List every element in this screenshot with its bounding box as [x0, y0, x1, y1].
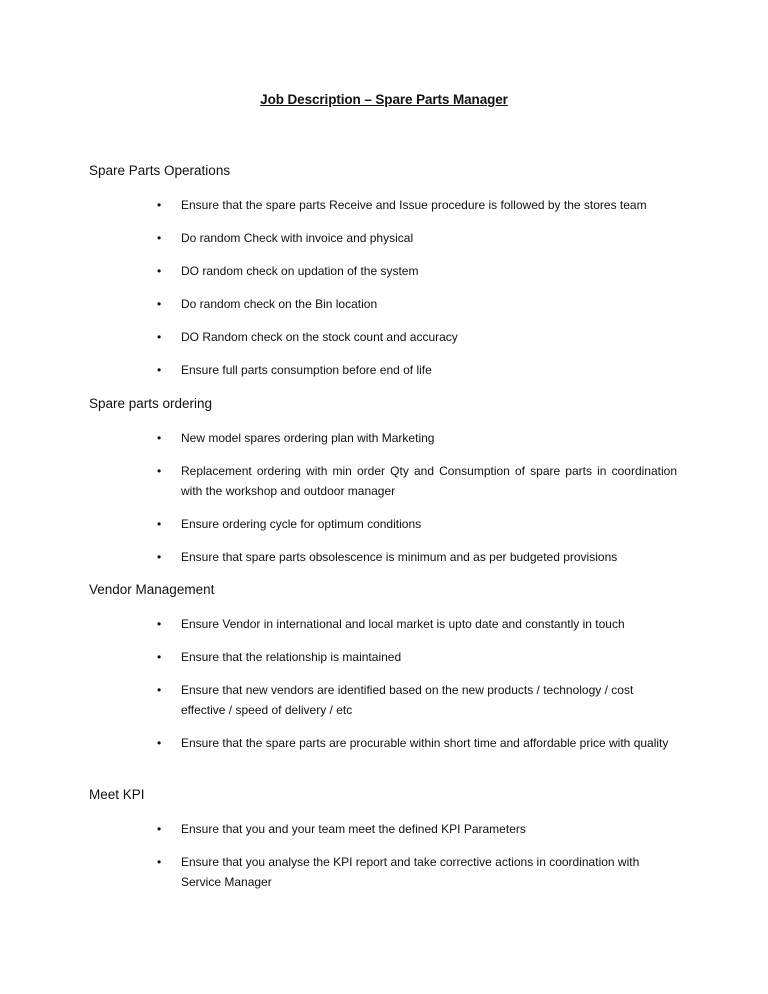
- bullet-icon: •: [157, 330, 162, 344]
- section-heading-meet-kpi: Meet KPI: [89, 787, 145, 802]
- bullet-icon: •: [157, 736, 162, 750]
- list-item: • DO random check on updation of the system: [157, 261, 677, 281]
- list-item: • Ensure that you and your team meet the defined KPI Parameters: [157, 819, 677, 839]
- bullet-icon: •: [157, 650, 162, 664]
- list-item: • DO Random check on the stock count and accuracy: [157, 327, 677, 347]
- bullet-icon: •: [157, 264, 162, 278]
- bullet-icon: •: [157, 464, 162, 478]
- bullet-icon: •: [157, 198, 162, 212]
- list-item: • Ensure that the relationship is maintained: [157, 647, 677, 667]
- bullet-icon: •: [157, 855, 162, 869]
- list-item: • Ensure Vendor in international and local market is upto date and constantly in touch: [157, 614, 677, 634]
- list-item: • Do random check on the Bin location: [157, 294, 677, 314]
- list-item: • Ensure ordering cycle for optimum conditions: [157, 514, 677, 534]
- bullet-icon: •: [157, 517, 162, 531]
- bullet-icon: •: [157, 231, 162, 245]
- bullet-icon: •: [157, 550, 162, 564]
- bullet-icon: •: [157, 297, 162, 311]
- section-heading-vendor-management: Vendor Management: [89, 582, 215, 597]
- section-heading-spare-parts-operations: Spare Parts Operations: [89, 163, 231, 178]
- bullet-icon: •: [157, 363, 162, 377]
- list-item: • Ensure that spare parts obsolescence is minimum and as per budgeted provisions: [157, 547, 677, 567]
- list-item: • Do random Check with invoice and physical: [157, 228, 677, 248]
- list-item: • Ensure full parts consumption before end of life: [157, 360, 677, 380]
- section-heading-spare-parts-ordering: Spare parts ordering: [89, 396, 213, 411]
- list-item: • Replacement ordering with min order Qty and Consumption of spare parts in coordination with the workshop and outdoor manager: [157, 461, 677, 501]
- list-item: • Ensure that the spare parts are procurable within short time and affordable price with quality: [157, 733, 677, 753]
- bullet-icon: •: [157, 822, 162, 836]
- bullet-icon: •: [157, 617, 162, 631]
- list-item: • New model spares ordering plan with Marketing: [157, 428, 677, 448]
- bullet-icon: •: [157, 683, 162, 697]
- bullet-icon: •: [157, 431, 162, 445]
- list-item: • Ensure that the spare parts Receive and Issue procedure is followed by the stores team: [157, 195, 677, 215]
- list-item: • Ensure that you analyse the KPI report and take corrective actions in coordination with Service Manager: [157, 852, 677, 892]
- list-item: • Ensure that new vendors are identified based on the new products / technology / cost effective / speed of delivery / etc: [157, 680, 677, 720]
- page-title: Job Description – Spare Parts Manager: [260, 92, 508, 107]
